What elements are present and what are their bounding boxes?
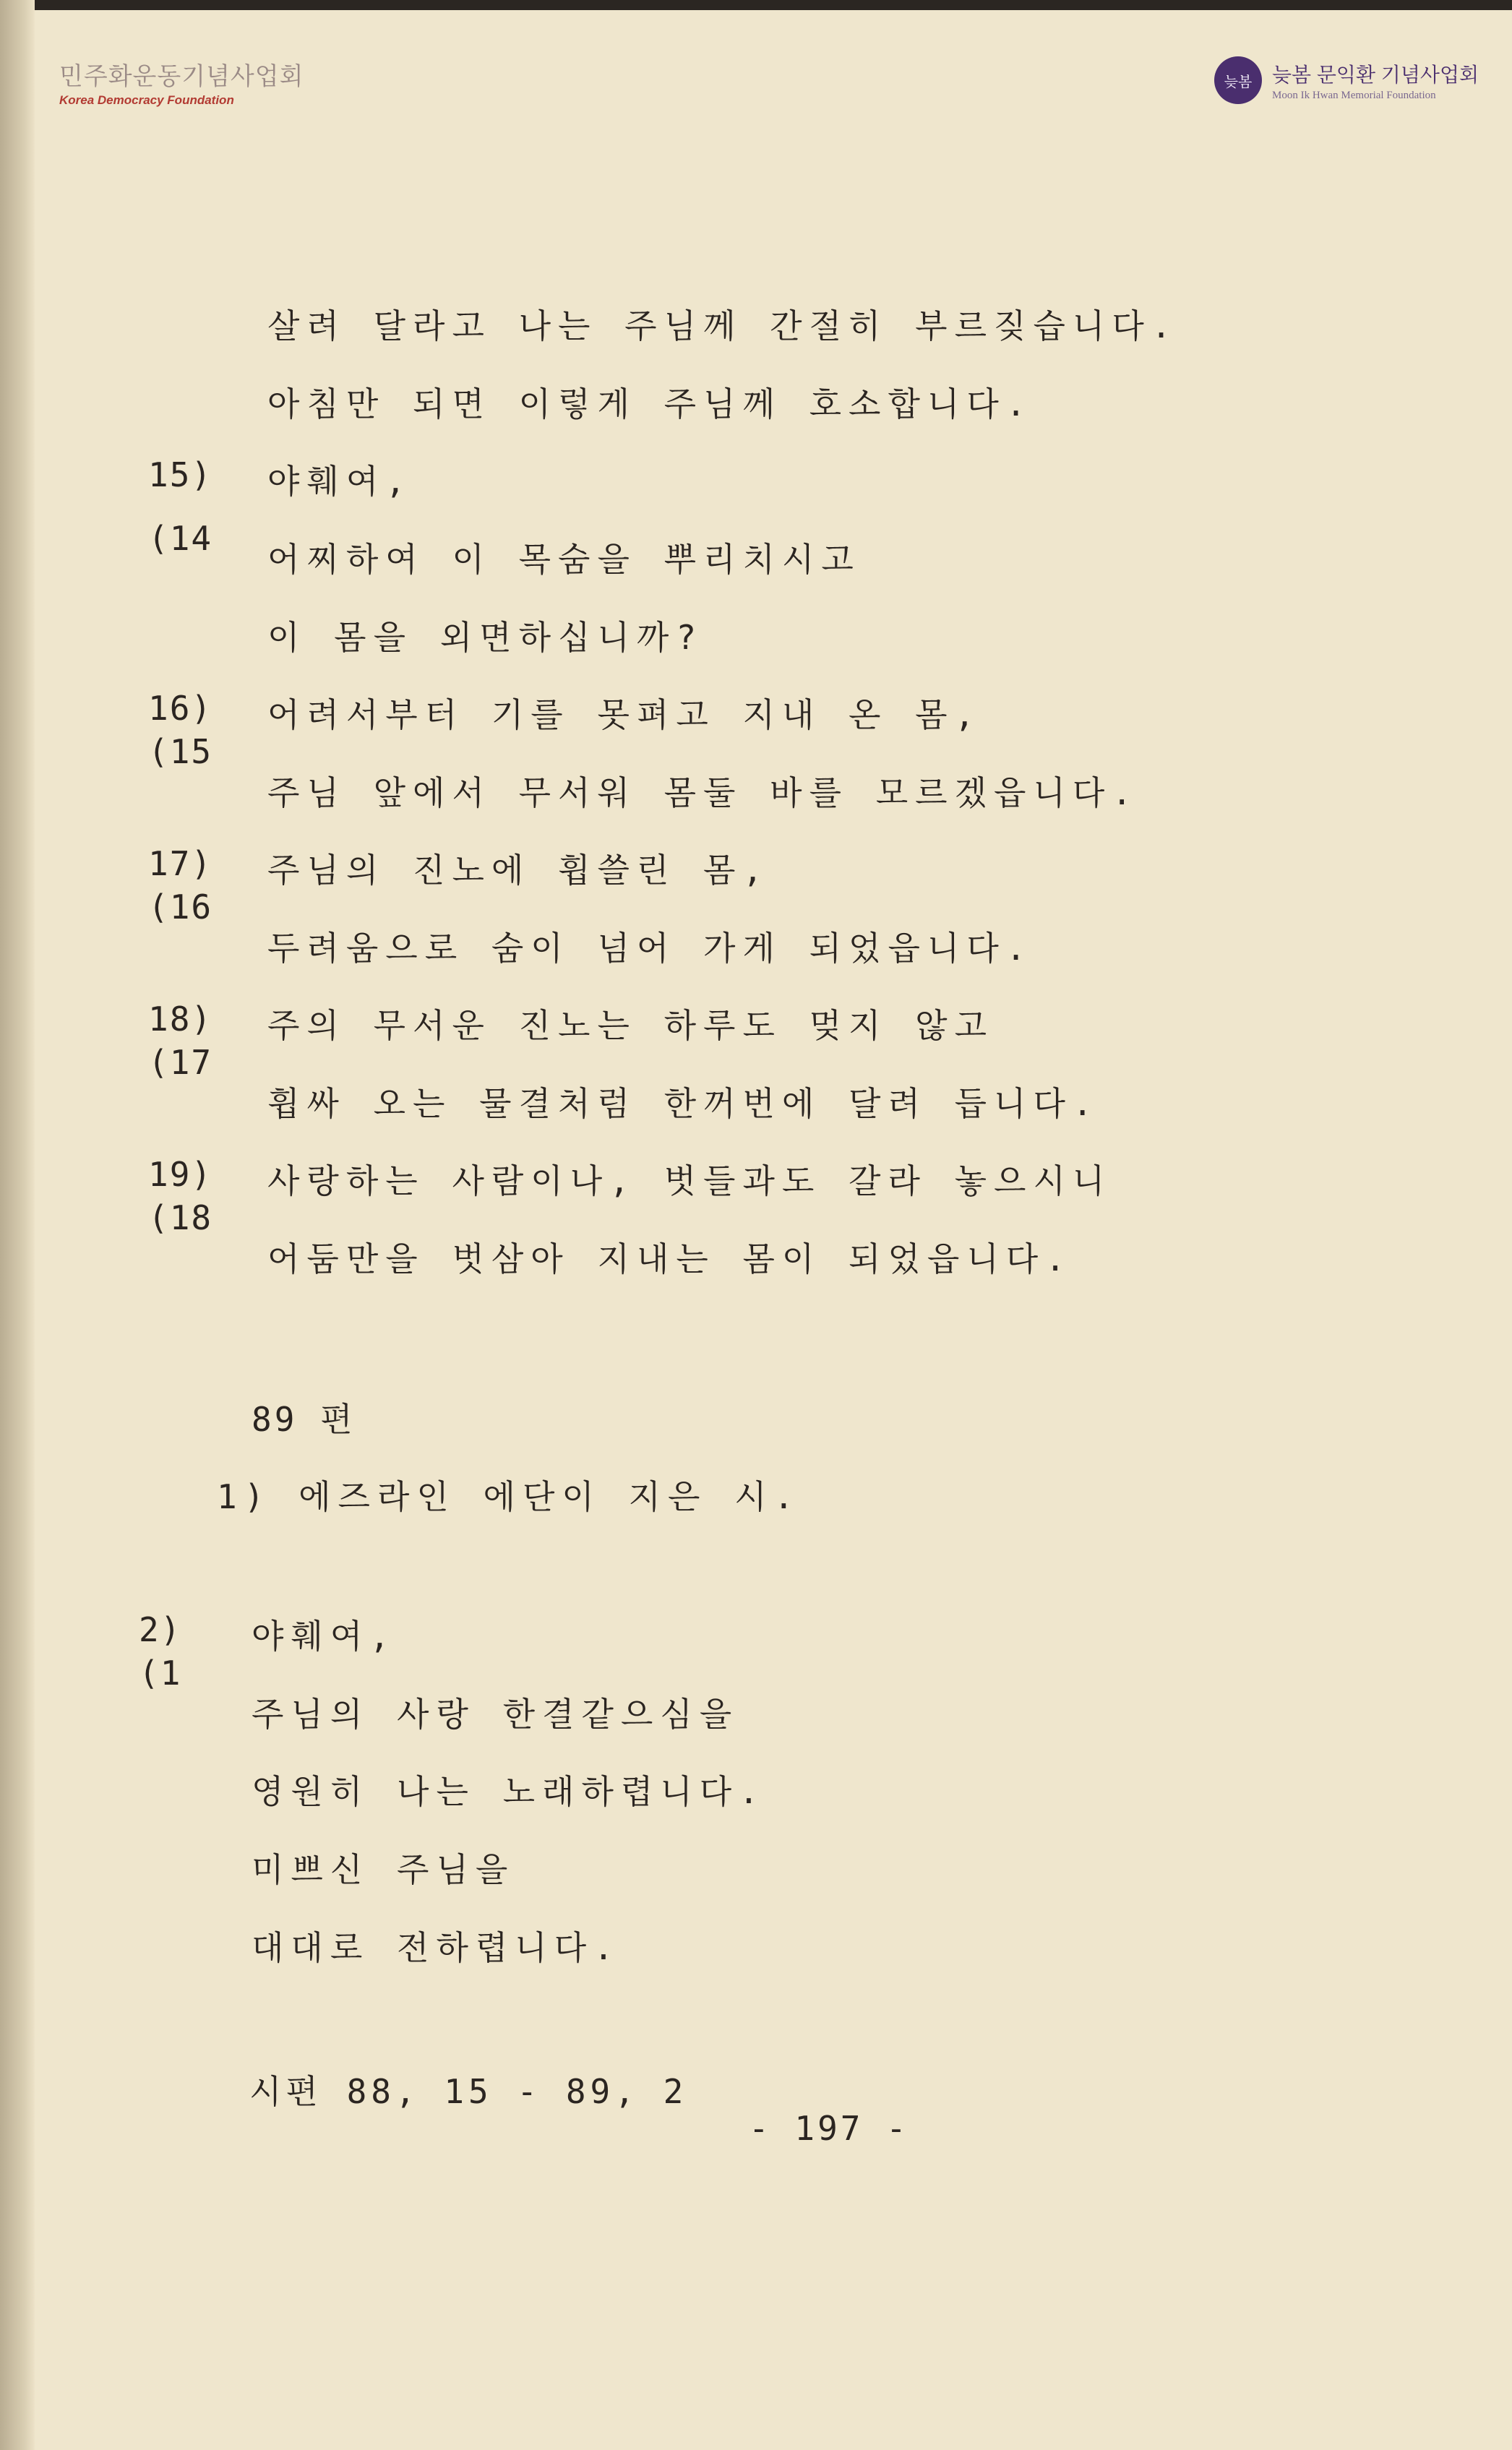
verse-line: 사랑하는 사람이나, 벗들과도 갈라 놓으시니 bbox=[267, 1161, 1112, 1200]
alt-verse-number: (18 bbox=[148, 1198, 213, 1237]
alt-verse-number: (17 bbox=[148, 1043, 213, 1082]
verse-line: 주님의 진노에 휩쓸린 몸, bbox=[267, 851, 770, 890]
page-number: - 197 - bbox=[749, 2109, 909, 2148]
moon-ik-hwan-logo bbox=[1214, 56, 1479, 104]
verse-number: 15) bbox=[148, 455, 213, 494]
alt-verse-number: (15 bbox=[148, 732, 213, 771]
verse-line: 휩싸 오는 물결처럼 한꺼번에 달려 듭니다. bbox=[267, 1084, 1100, 1123]
kdf-logo-english: Korea Democracy Foundation bbox=[59, 93, 234, 107]
scan-top-edge bbox=[0, 0, 1512, 10]
verse-line: 야훼여, bbox=[252, 1617, 398, 1656]
verse-line: 살려 달라고 나는 주님께 간절히 부르짖습니다. bbox=[267, 306, 1179, 345]
verse-line: 미쁘신 주님을 bbox=[252, 1850, 515, 1889]
verse-line: 어찌하여 이 목숨을 뿌리치시고 bbox=[267, 540, 861, 579]
verse-line: 주님 앞에서 무서워 몸둘 바를 모르겠읍니다. bbox=[267, 773, 1140, 812]
verse-line: 주의 무서운 진노는 하루도 멎지 않고 bbox=[267, 1006, 995, 1045]
verse-number: 18) bbox=[148, 1000, 213, 1039]
kdf-logo bbox=[59, 56, 304, 108]
verse-line: 영원히 나는 노래하렵니다. bbox=[252, 1772, 766, 1811]
moon-logo-korean: 늦봄 문익환 기념사업회 bbox=[1272, 63, 1479, 86]
verse-line: 대대로 전하렵니다. bbox=[252, 1928, 621, 1967]
chapter-heading: 89 편 bbox=[252, 1400, 356, 1439]
superscription: 1) 에즈라인 에단이 지은 시. bbox=[217, 1477, 802, 1516]
verse-line: 어려서부터 기를 못펴고 지내 온 몸, bbox=[267, 695, 982, 734]
alt-verse-number: (14 bbox=[148, 519, 213, 558]
moon-logo-english: Moon Ik Hwan Memorial Foundation bbox=[1272, 89, 1436, 101]
verse-line: 아침만 되면 이렇게 주님께 호소합니다. bbox=[267, 384, 1034, 424]
verse-number: 17) bbox=[148, 844, 213, 883]
verse-line: 이 몸을 외면하십니까? bbox=[267, 618, 704, 657]
verse-number: 19) bbox=[148, 1155, 213, 1194]
verse-line: 두려움으로 숨이 넘어 가게 되었읍니다. bbox=[267, 929, 1034, 968]
binding-edge bbox=[0, 0, 35, 2450]
verse-line: 야훼여, bbox=[267, 462, 413, 501]
verse-number: 16) bbox=[148, 689, 213, 728]
verse-number: 2) bbox=[139, 1610, 182, 1649]
seal-icon: 늦봄 bbox=[1214, 56, 1262, 104]
alt-verse-number: (16 bbox=[148, 887, 213, 927]
alt-verse-number: (1 bbox=[139, 1654, 182, 1693]
verse-line: 어둠만을 벗삼아 지내는 몸이 되었읍니다. bbox=[267, 1239, 1073, 1278]
verse-line: 주님의 사랑 한결같으심을 bbox=[252, 1695, 739, 1734]
scripture-reference: 시편 88, 15 - 89, 2 bbox=[249, 2072, 688, 2111]
kdf-logo-korean: 민주화운동기념사업회 bbox=[59, 63, 304, 90]
